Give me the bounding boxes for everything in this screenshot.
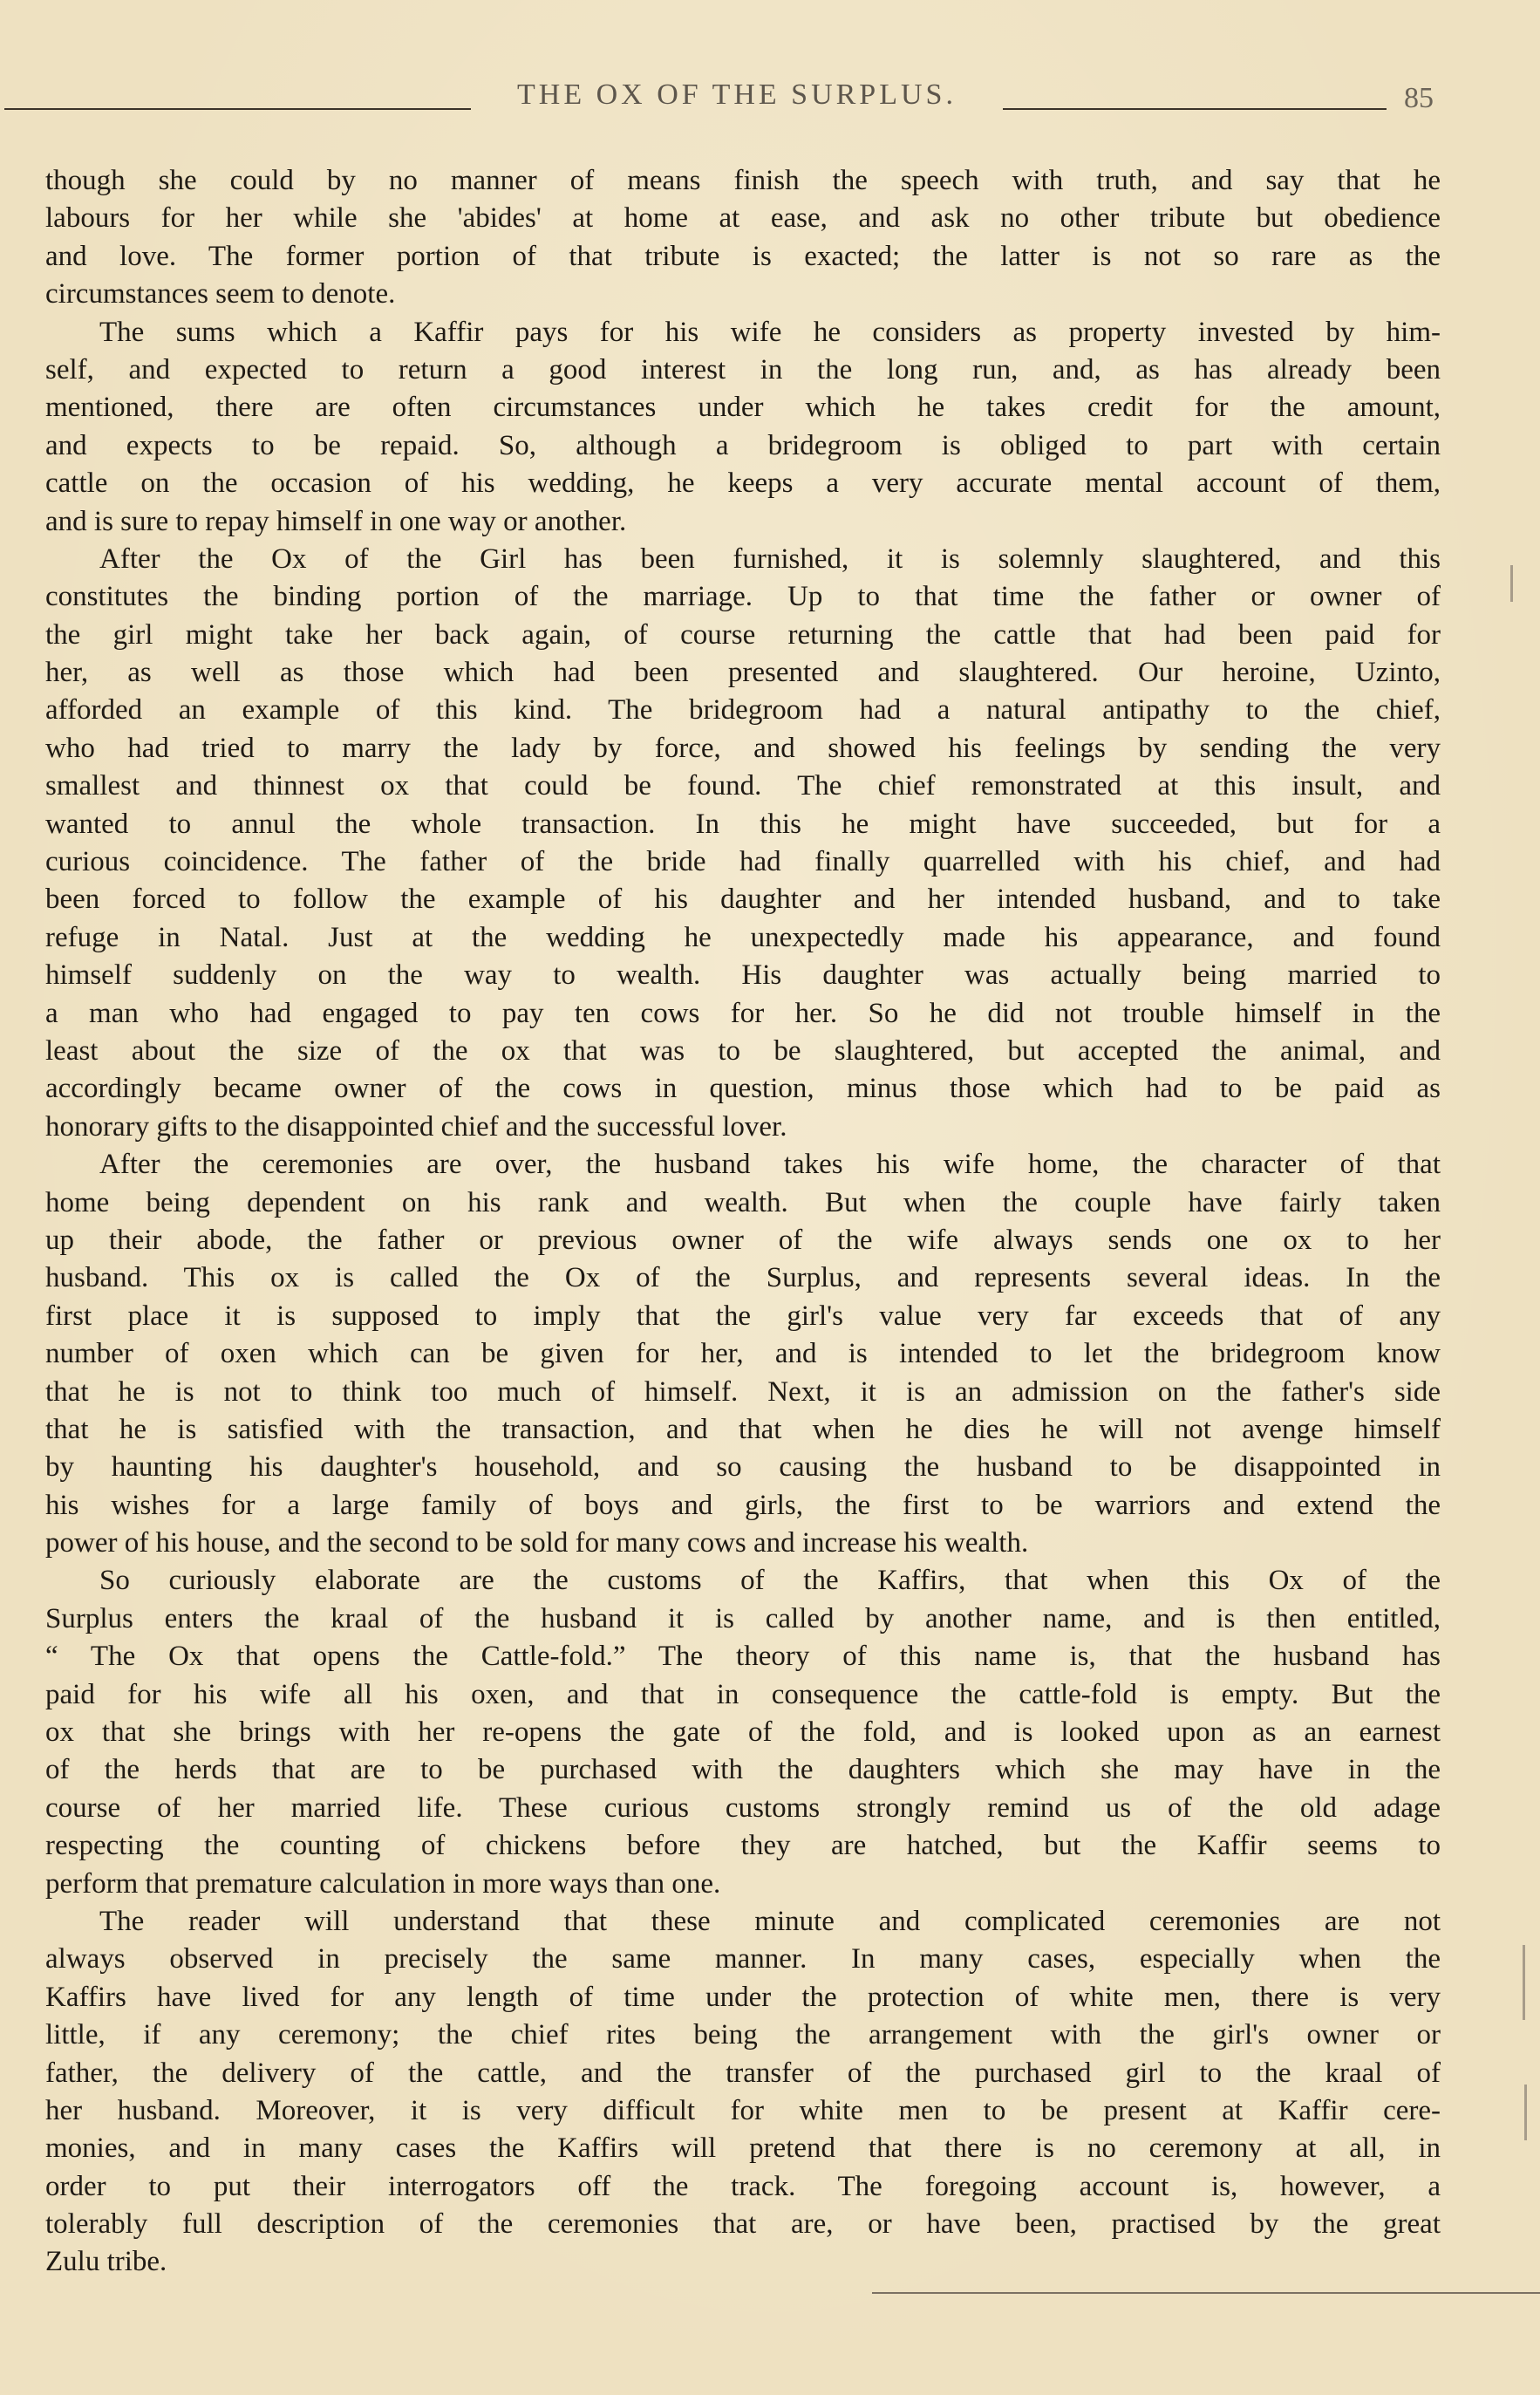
text-line: “ The Ox that opens the Cattle-fold.” The theory of this name is, that the husband has xyxy=(45,1641,1441,1673)
text-line: monies, and in many cases the Kaffirs will pretend that there is no ceremony at all, in xyxy=(45,2132,1441,2165)
header-rule-left xyxy=(4,108,471,110)
text-line: The reader will understand that these minute and complicated ceremonies are not xyxy=(99,1905,1441,1937)
text-line: that he is not to think too much of himself. Next, it is an admission on the father's side xyxy=(45,1375,1441,1408)
text-line: labours for her while she 'abides' at home at ease, and ask no other tribute but obedience xyxy=(45,202,1441,235)
text-line: Kaffirs have lived for any length of time under the protection of white men, there is very xyxy=(45,1981,1441,2013)
text-line: refuge in Natal. Just at the wedding he unexpectedly made his appearance, and found xyxy=(45,921,1441,953)
text-line: self, and expected to return a good interest in the long run, and, as has already been xyxy=(45,353,1441,386)
bottom-rule xyxy=(872,2292,1540,2294)
text-line: first place it is supposed to imply that the girl's value very far exceeds that of any xyxy=(45,1300,1441,1332)
text-line: accordingly became owner of the cows in question, minus those which had to be paid as xyxy=(45,1073,1441,1105)
text-line: paid for his wife all his oxen, and that in consequence the cattle-fold is empty. But the xyxy=(45,1678,1441,1710)
text-line: smallest and thinnest ox that could be found. The chief remonstrated at this insult, and xyxy=(45,770,1441,802)
text-line: her husband. Moreover, it is very difficult for white men to be present at Kaffir cere- xyxy=(45,2094,1441,2126)
text-line: little, if any ceremony; the chief rites being the arrangement with the girl's owner or xyxy=(45,2019,1441,2051)
text-line: home being dependent on his rank and wealth. But when the couple have fairly taken xyxy=(45,1186,1441,1218)
text-line: and is sure to repay himself in one way or another. xyxy=(45,505,627,537)
margin-mark xyxy=(1524,2085,1527,2140)
text-line: up their abode, the father or previous owner of the wife always sends one ox to her xyxy=(45,1224,1441,1256)
text-line: Zulu tribe. xyxy=(45,2246,167,2278)
text-line: ox that she brings with her re-opens the gate of the fold, and is looked upon as an earnest xyxy=(45,1716,1441,1749)
text-line: So curiously elaborate are the customs of the Kaffirs, that when this Ox of the xyxy=(99,1565,1441,1597)
text-line: order to put their interrogators off the track. The foregoing account is, however, a xyxy=(45,2170,1441,2202)
margin-mark xyxy=(1510,565,1513,602)
text-line: afforded an example of this kind. The bridegroom had a natural antipathy to the chief, xyxy=(45,694,1441,727)
text-line: least about the size of the ox that was to be slaughtered, but accepted the animal, and xyxy=(45,1034,1441,1067)
text-line: honorary gifts to the disappointed chief and the successful lover. xyxy=(45,1110,787,1143)
text-line: mentioned, there are often circumstances under which he takes credit for the amount, xyxy=(45,392,1441,424)
text-line: that he is satisfied with the transaction, and that when he dies he will not avenge himself xyxy=(45,1413,1441,1445)
text-line: her, as well as those which had been presented and slaughtered. Our heroine, Uzinto, xyxy=(45,657,1441,689)
text-line: the girl might take her back again, of course returning the cattle that had been paid for xyxy=(45,618,1441,651)
text-line: number of oxen which can be given for her, and is intended to let the bridegroom know xyxy=(45,1338,1441,1370)
text-line: a man who had engaged to pay ten cows for her. So he did not trouble himself in the xyxy=(45,997,1441,1029)
text-line: The sums which a Kaffir pays for his wife he considers as property invested by him- xyxy=(99,316,1441,348)
text-line: husband. This ox is called the Ox of the Surplus, and represents several ideas. In the xyxy=(45,1262,1441,1294)
text-line: his wishes for a large family of boys and girls, the first to be warriors and extend the xyxy=(45,1489,1441,1521)
text-line: perform that premature calculation in more ways than one. xyxy=(45,1867,721,1900)
text-line: always observed in precisely the same manner. In many cases, especially when the xyxy=(45,1943,1441,1975)
header-rule-right xyxy=(1003,108,1387,110)
text-line: tolerably full description of the ceremonies that are, or have been, practised by the great xyxy=(45,2208,1441,2241)
text-line: by haunting his daughter's household, and so causing the husband to be disappointed in xyxy=(45,1451,1441,1484)
text-line: constitutes the binding portion of the marriage. Up to that time the father or owner of xyxy=(45,581,1441,613)
running-title: THE OX OF THE SURPLUS. xyxy=(517,78,957,111)
text-line: After the Ox of the Girl has been furnished, it is solemnly slaughtered, and this xyxy=(99,542,1441,575)
text-line: who had tried to marry the lady by force, and showed his feelings by sending the very xyxy=(45,732,1441,764)
text-line: Surplus enters the kraal of the husband it is called by another name, and is then entitled, xyxy=(45,1602,1441,1634)
text-line: and expects to be repaid. So, although a bridegroom is obliged to part with certain xyxy=(45,429,1441,461)
text-line: curious coincidence. The father of the bride had finally quarrelled with his chief, and had xyxy=(45,846,1441,878)
text-line: circumstances seem to denote. xyxy=(45,278,396,310)
text-line: been forced to follow the example of his daughter and her intended husband, and to take xyxy=(45,884,1441,916)
text-line: wanted to annul the whole transaction. In this he might have succeeded, but for a xyxy=(45,808,1441,840)
body-text xyxy=(45,162,1441,2282)
margin-mark xyxy=(1523,1945,1525,2020)
text-line: course of her married life. These curious customs strongly remind us of the old adage xyxy=(45,1791,1441,1824)
page-number: 85 xyxy=(1404,82,1434,114)
page-header xyxy=(0,78,1540,122)
text-line: After the ceremonies are over, the husband takes his wife home, the character of that xyxy=(99,1149,1441,1181)
text-line: father, the delivery of the cattle, and the transfer of the purchased girl to the kraal of xyxy=(45,2057,1441,2089)
text-line: power of his house, and the second to be sold for many cows and increase his wealth. xyxy=(45,1527,1029,1559)
text-line: cattle on the occasion of his wedding, he keeps a very accurate mental account of them, xyxy=(45,467,1441,500)
text-line: of the herds that are to be purchased with the daughters which she may have in the xyxy=(45,1754,1441,1786)
text-line: though she could by no manner of means finish the speech with truth, and say that he xyxy=(45,165,1441,196)
text-line: and love. The former portion of that tribute is exacted; the latter is not so rare as the xyxy=(45,240,1441,272)
text-line: himself suddenly on the way to wealth. His daughter was actually being married to xyxy=(45,959,1441,992)
text-line: respecting the counting of chickens before they are hatched, but the Kaffir seems to xyxy=(45,1830,1441,1862)
